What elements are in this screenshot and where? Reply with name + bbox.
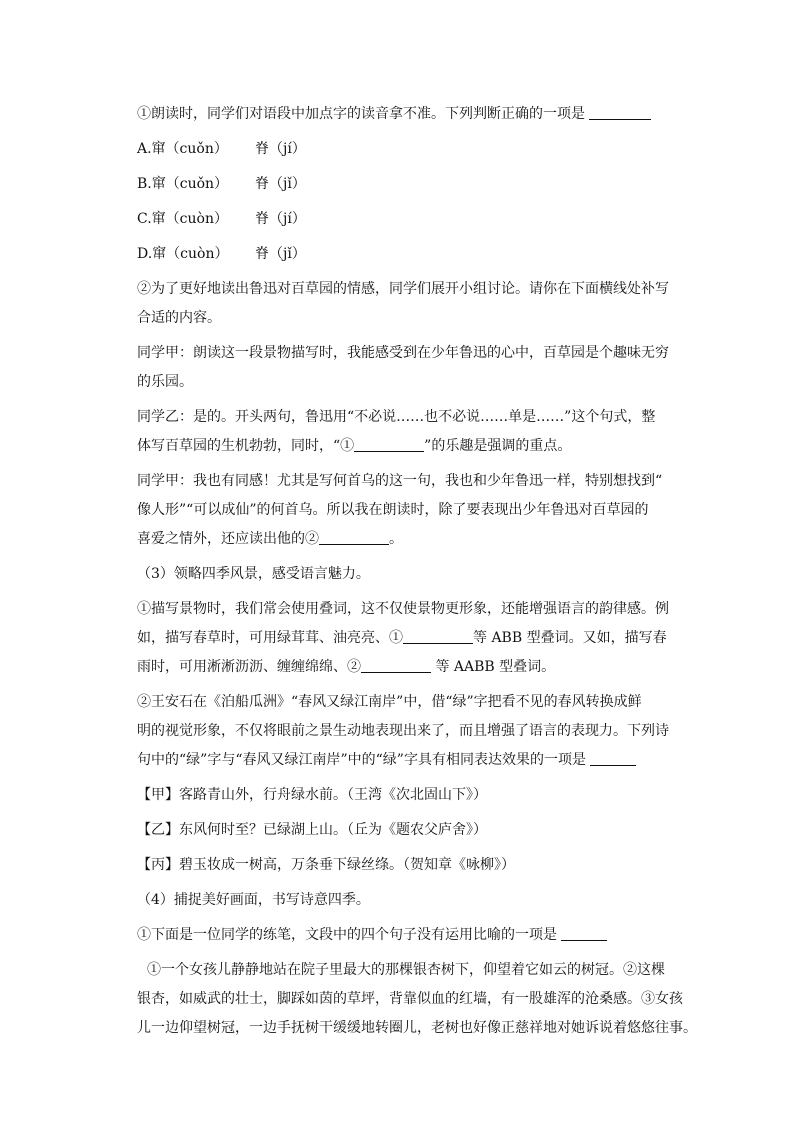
- passage-line-2: 银杏，如威武的壮士，脚踩如茵的草坪，背靠似血的红墙，有一股雄浑的沧桑感。③女孩: [137, 991, 683, 1007]
- option-b-word1: B.窜（cuǒn）: [137, 176, 229, 192]
- fill-blank-2[interactable]: [319, 528, 389, 545]
- poem-option-yi[interactable]: 【乙】东风何时至？已绿湖上山。（丘为《题农父庐舍》）: [137, 822, 487, 838]
- dialogue-yi-a: 同学乙：是的。开头两句，鲁迅用“不必说……也不必说……单是……”这个句式，整: [137, 409, 656, 425]
- s3-p1-line3: [137, 653, 657, 688]
- poem-option-jia[interactable]: 【甲】客路青山外，行舟绿水前。（王湾《次北固山下》）: [137, 787, 487, 803]
- fill-blank-abb[interactable]: [403, 627, 473, 644]
- q1-option-a[interactable]: [137, 135, 657, 170]
- option-d-word1: D.窜（cuòn）: [137, 246, 229, 262]
- exam-content: [137, 100, 697, 1043]
- poem-option-bing[interactable]: 【丙】碧玉妆成一树高，万条垂下绿丝绦。（贺知章《咏柳》）: [137, 857, 515, 873]
- section-4-title: （4）捕捉美好画面，书写诗意四季。: [137, 892, 370, 908]
- dialogue-yi-b: [137, 432, 657, 467]
- yi-text-after-blank: ”的乐趣是强调的重点。: [424, 438, 572, 454]
- s3-p1-text-b: 等 ABB 型叠词。又如，描写春: [473, 630, 667, 646]
- s3-p1-text-d: 等 AABB 型叠词。: [431, 659, 556, 675]
- s3-p1-line2: [137, 624, 667, 653]
- option-a-word1: A.窜（cuǒn）: [137, 141, 228, 157]
- s3-p1-text-c: 雨时，可用淅淅沥沥、缠缠绵绵、②: [137, 659, 361, 675]
- option-a-word2: 脊（jí）: [255, 141, 306, 157]
- yi-text-before-blank: 体写百草园的生机勃勃，同时，“①: [137, 438, 355, 454]
- s3-p2-line3: [137, 746, 657, 781]
- jia2-text-after-blank: 。: [389, 531, 403, 547]
- passage-line-1: ①一个女孩儿静静地站在院子里最大的那棵银杏树下，仰望着它如云的树冠。②这棵: [147, 962, 665, 978]
- s3-p2-line1: ②王安石在《泊船瓜洲》“春风又绿江南岸”中，借“绿”字把看不见的春风转换成鲜: [137, 694, 642, 710]
- q1-stem-line: [137, 100, 657, 135]
- option-c-word2: 脊（jí）: [255, 211, 306, 227]
- q1-option-d[interactable]: [137, 240, 657, 275]
- answer-blank-metaphor[interactable]: [561, 924, 607, 941]
- s3-p1-text-a: 如，描写春草时，可用绿茸茸、油亮亮、①: [137, 630, 403, 646]
- option-d-word2: 脊（jǐ）: [255, 246, 306, 262]
- s4-stem: ①下面是一位同学的练笔，文段中的四个句子没有运用比喻的一项是: [137, 927, 557, 943]
- option-c-word1: C.窜（cuòn）: [137, 211, 228, 227]
- fill-blank-1[interactable]: [354, 435, 424, 452]
- q1-stem: ①朗读时，同学们对语段中加点字的读音拿不准。下列判断正确的一项是: [137, 106, 585, 122]
- q2-stem-2: 合适的内容。: [137, 310, 221, 326]
- dialogue-jia-1a: 同学甲：朗读这一段景物描写时，我能感受到在少年鲁迅的心中，百草园是个趣味无穷: [137, 345, 669, 361]
- option-b-word2: 脊（jǐ）: [255, 176, 306, 192]
- dialogue-jia-1b: 的乐园。: [137, 374, 193, 390]
- s4-stem-line: [137, 921, 657, 956]
- answer-blank[interactable]: [589, 103, 651, 120]
- q1-option-b[interactable]: [137, 170, 657, 205]
- q1-option-c[interactable]: [137, 205, 657, 240]
- answer-blank-poem[interactable]: [590, 749, 636, 766]
- s3-p1-line1: ①描写景物时，我们常会使用叠词，这不仅使景物更形象，还能增强语言的韵律感。例: [137, 601, 669, 617]
- dialogue-jia-2b: 像人形”“可以成仙”的何首乌。所以我在朗读时，除了要表现出少年鲁迅对百草园的: [137, 502, 649, 518]
- s3-p2-line2: 明的视觉形象，不仅将眼前之景生动地表现出来了，而且增强了语言的表现力。下列诗: [137, 723, 669, 739]
- passage-line-3: 儿一边仰望树冠，一边手抚树干缓缓地转圈儿，老树也好像正慈祥地对她诉说着悠悠往事。: [137, 1020, 697, 1036]
- jia2-text-before-blank: 喜爱之情外，还应读出他的②: [137, 531, 319, 547]
- section-3-title: （3）领略四季风景，感受语言魅力。: [137, 566, 370, 582]
- q2-stem-1: ②为了更好地读出鲁迅对百草园的情感，同学们展开小组讨论。请你在下面横线处补写: [137, 281, 669, 297]
- s3-p2-text: 句中的“绿”字与“春风又绿江南岸”中的“绿”字具有相同表达效果的一项是: [137, 752, 586, 768]
- fill-blank-aabb[interactable]: [361, 656, 431, 673]
- dialogue-jia-2a: 同学甲：我也有同感！尤其是写何首乌的这一句，我也和少年鲁迅一样，特别想找到“: [137, 473, 663, 489]
- dialogue-jia-2c: [137, 525, 657, 560]
